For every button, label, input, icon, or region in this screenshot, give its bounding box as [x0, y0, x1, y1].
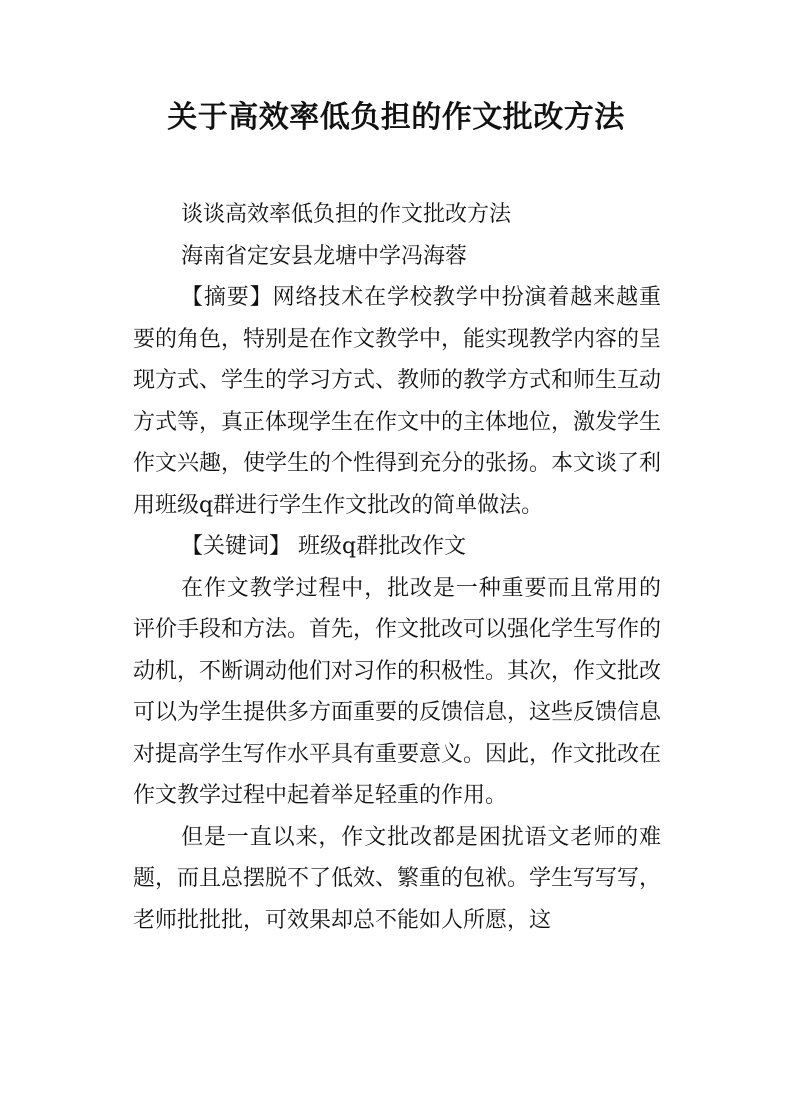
abstract-paragraph: 【摘要】网络技术在学校教学中扮演着越来越重要的角色，特别是在作文教学中，能实现教学内容的呈现方式、学生的学习方式、教师的教学方式和师生互动方式等，真正体现学生在作文中的主体地位，激发学生作文兴趣，使学生的个性得到充分的张扬。本文谈了利用班级q群进行学生作文批改的简单做法。 [133, 285, 662, 518]
author-line: 海南省定安县龙塘中学冯海蓉 [181, 243, 468, 269]
body-paragraph: 在作文教学过程中，批改是一种重要而且常用的评价手段和方法。首先，作文批改可以强化学生写作的动机，不断调动他们对习作的积极性。其次，作文批改可以为学生提供多方面重要的反馈信息，这些反馈信息对提高学生写作水平具有重要意义。因此，作文批改在作文教学过程中起着举足轻重的作用。 [133, 575, 662, 808]
subtitle: 谈谈高效率低负担的作文批改方法 [181, 202, 512, 227]
document-body [133, 194, 661, 941]
keywords-line: 【关键词】 班级q群批改作文 [181, 534, 467, 559]
body-paragraph: 但是一直以来，作文批改都是困扰语文老师的难题，而且总摆脱不了低效、繁重的包袱。学生写写写，老师批批批，可效果却总不能如人所愿，这 [133, 824, 662, 933]
document-title: 关于高效率低负担的作文批改方法 [167, 100, 625, 135]
